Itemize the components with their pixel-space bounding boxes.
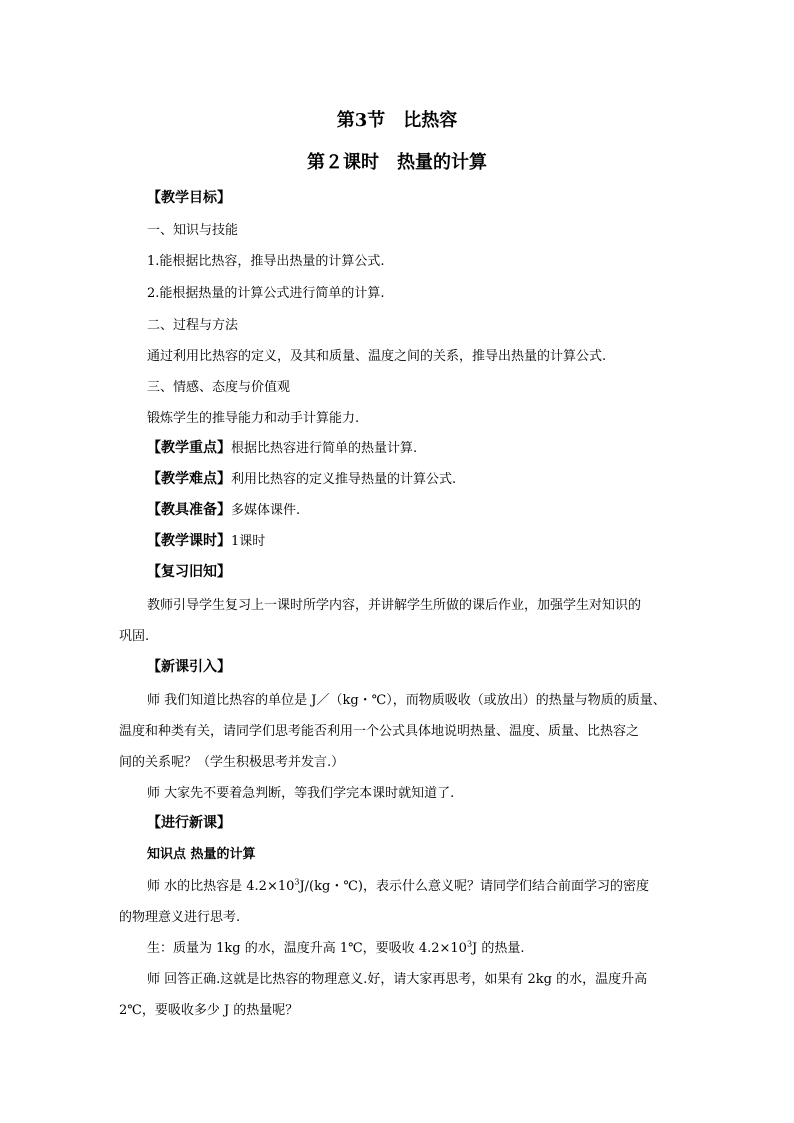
p2-text-b: J 的热量. xyxy=(472,941,525,956)
hours-text: 1课时 xyxy=(231,534,266,549)
intro-line-2: 温度和种类有关，请同学们思考能否利用一个公式具体地说明热量、温度、质量、比热容之 xyxy=(119,724,640,739)
p1-exponent: 3 xyxy=(294,877,300,887)
objective-1: 1.能根据比热容，推导出热量的计算公式. xyxy=(147,254,385,269)
knowledge-point-title: 知识点 热量的计算 xyxy=(147,847,256,862)
intro-line-3: 间的关系呢？（学生积极思考并发言.） xyxy=(119,755,345,770)
intro-line-4: 师 大家先不要着急判断，等我们学完本课时就知道了. xyxy=(147,786,455,801)
lesson-title: 第２课时 热量的计算 xyxy=(307,152,487,173)
key-point-label: 【教学重点】 xyxy=(147,440,231,456)
emotion-text: 锻炼学生的推导能力和动手计算能力. xyxy=(147,411,360,426)
paragraph-3-line-1: 师 回答正确.这就是比热容的物理意义.好，请大家再思考，如果有 2kg 的水，温度升高 xyxy=(147,972,648,987)
process-heading: 二、过程与方法 xyxy=(147,318,239,333)
tools-label: 【教具准备】 xyxy=(147,502,231,518)
p2-text-a: 生：质量为 1kg 的水，温度升高 1℃，要吸收 4.2×10 xyxy=(147,941,467,956)
tools-text: 多媒体课件. xyxy=(231,503,301,518)
teaching-tools xyxy=(147,499,300,519)
review-line-1: 教师引导学生复习上一课时所学内容，并讲解学生所做的课后作业，加强学生对知识的 xyxy=(147,598,642,613)
key-point xyxy=(147,437,417,457)
hours-label: 【教学课时】 xyxy=(147,533,231,549)
emotion-heading: 三、情感、态度与价值观 xyxy=(147,380,291,395)
paragraph-2 xyxy=(147,937,525,956)
difficulty-point xyxy=(147,468,456,488)
new-lesson-heading: 【进行新课】 xyxy=(147,815,231,831)
objective-2: 2.能根据热量的计算公式进行简单的计算. xyxy=(147,286,385,301)
objectives-heading: 【教学目标】 xyxy=(147,190,231,206)
p2-exponent: 3 xyxy=(466,939,473,949)
intro-line-1: 师 我们知道比热容的单位是 J／（kg・℃），而物质吸收（或放出）的热量与物质的质量、 xyxy=(147,693,666,708)
intro-heading: 【新课引入】 xyxy=(147,659,231,675)
review-line-2: 巩固. xyxy=(119,629,150,644)
teaching-hours xyxy=(147,530,265,550)
paragraph-1-line-1 xyxy=(147,875,649,894)
difficulty-text: 利用比热容的定义推导热量的计算公式. xyxy=(231,472,457,487)
p1-text-a: 师 水的比热容是 4.2×10 xyxy=(147,879,295,894)
process-text: 通过利用比热容的定义，及其和质量、温度之间的关系，推导出热量的计算公式. xyxy=(147,349,607,364)
section-title: 第3节 比热容 xyxy=(336,110,458,131)
p1-text-b: J/(kg・℃)，表示什么意义呢？请同学们结合前面学习的密度 xyxy=(299,879,649,894)
knowledge-heading: 一、知识与技能 xyxy=(147,223,239,238)
review-heading: 【复习旧知】 xyxy=(147,564,231,580)
paragraph-1-line-2: 的物理意义进行思考. xyxy=(119,910,241,925)
paragraph-3-line-2: 2℃，要吸收多少 J 的热量呢？ xyxy=(119,1003,299,1018)
key-point-text: 根据比热容进行简单的热量计算. xyxy=(231,441,418,456)
difficulty-label: 【教学难点】 xyxy=(147,471,231,487)
